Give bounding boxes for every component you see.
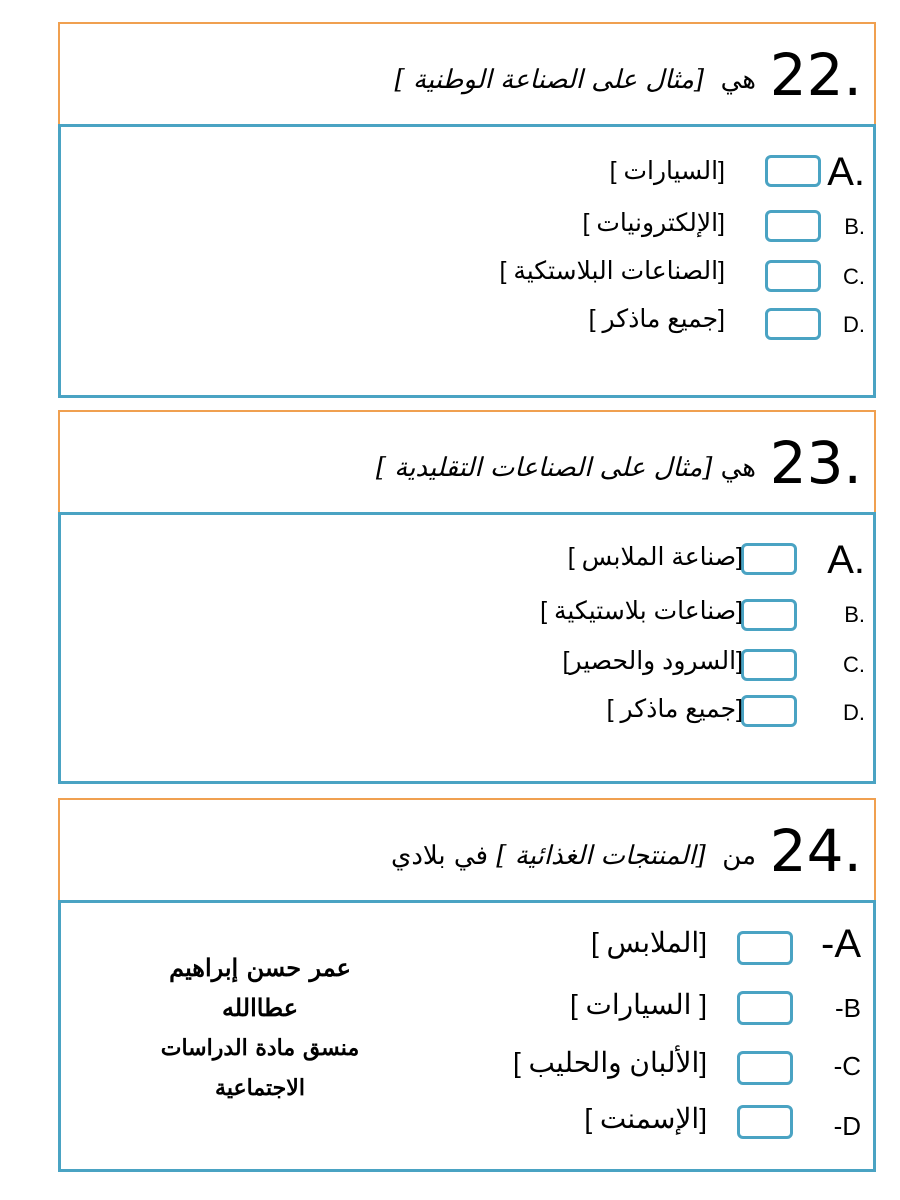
question-23-subject: [مثال على الصناعات التقليدية ] bbox=[375, 453, 713, 483]
option-checkbox[interactable] bbox=[737, 991, 793, 1025]
option-checkbox[interactable] bbox=[765, 308, 821, 340]
question-23-number: 23. bbox=[769, 429, 862, 497]
question-24-suffix: في بلادي bbox=[390, 841, 489, 871]
question-24-prefix: من bbox=[722, 841, 756, 871]
option-letter: -A bbox=[821, 922, 861, 966]
option-text: [السرود والحصير] bbox=[562, 647, 743, 675]
option-text: [صناعات بلاستيكية ] bbox=[540, 597, 743, 625]
question-22-options bbox=[58, 124, 876, 398]
option-checkbox[interactable] bbox=[765, 155, 821, 187]
question-23-options bbox=[58, 512, 876, 784]
option-text: [صناعة الملابس ] bbox=[567, 543, 743, 571]
option-letter: -D bbox=[833, 1111, 861, 1141]
option-checkbox[interactable] bbox=[765, 210, 821, 242]
question-22-prefix: هي bbox=[720, 65, 756, 95]
question-22-text bbox=[395, 60, 756, 100]
question-23-header bbox=[58, 410, 876, 514]
option-letter: A. bbox=[827, 150, 865, 194]
question-24-text bbox=[391, 836, 756, 876]
option-text: [الصناعات البلاستكية ] bbox=[499, 257, 725, 285]
option-text: [الملابس ] bbox=[590, 927, 707, 958]
option-letter: B. bbox=[844, 602, 865, 627]
teacher-signature bbox=[150, 948, 370, 1101]
option-letter: D. bbox=[843, 312, 865, 337]
option-checkbox[interactable] bbox=[741, 599, 797, 631]
option-text: [السيارات ] bbox=[609, 157, 725, 185]
option-letter: -C bbox=[833, 1051, 861, 1081]
option-text: [جميع ماذكر ] bbox=[588, 305, 725, 333]
option-checkbox[interactable] bbox=[737, 1051, 793, 1085]
option-letter: C. bbox=[843, 264, 865, 289]
option-letter: -B bbox=[835, 993, 861, 1023]
question-22-subject: [مثال على الصناعة الوطنية ] bbox=[394, 65, 705, 95]
question-24-header bbox=[58, 798, 876, 902]
option-checkbox[interactable] bbox=[741, 649, 797, 681]
question-23-card bbox=[58, 410, 876, 786]
option-text: [الألبان والحليب ] bbox=[512, 1047, 707, 1078]
option-letter: B. bbox=[844, 214, 865, 239]
option-letter: A. bbox=[827, 538, 865, 582]
option-checkbox[interactable] bbox=[737, 931, 793, 965]
option-text: [الإلكترونيات ] bbox=[582, 209, 725, 237]
question-22-card bbox=[58, 22, 876, 398]
question-22-number: 22. bbox=[769, 41, 862, 109]
option-checkbox[interactable] bbox=[765, 260, 821, 292]
option-checkbox[interactable] bbox=[741, 695, 797, 727]
question-24-number: 24. bbox=[769, 817, 862, 885]
option-checkbox[interactable] bbox=[741, 543, 797, 575]
option-text: [ السيارات ] bbox=[569, 989, 707, 1020]
question-22-header bbox=[58, 22, 876, 126]
option-letter: D. bbox=[843, 700, 865, 725]
option-letter: C. bbox=[843, 652, 865, 677]
question-23-text bbox=[376, 448, 756, 488]
question-24-subject: [المنتجات الغذائية ] bbox=[496, 841, 706, 871]
option-text: [الإسمنت ] bbox=[584, 1103, 707, 1134]
option-checkbox[interactable] bbox=[737, 1105, 793, 1139]
option-text: [جميع ماذكر ] bbox=[606, 695, 743, 723]
signature-title: منسق مادة الدراسات الاجتماعية bbox=[160, 1035, 360, 1101]
signature-name: عمر حسن إبراهيم عطاالله bbox=[169, 953, 351, 1022]
question-23-prefix: هي bbox=[720, 453, 756, 483]
